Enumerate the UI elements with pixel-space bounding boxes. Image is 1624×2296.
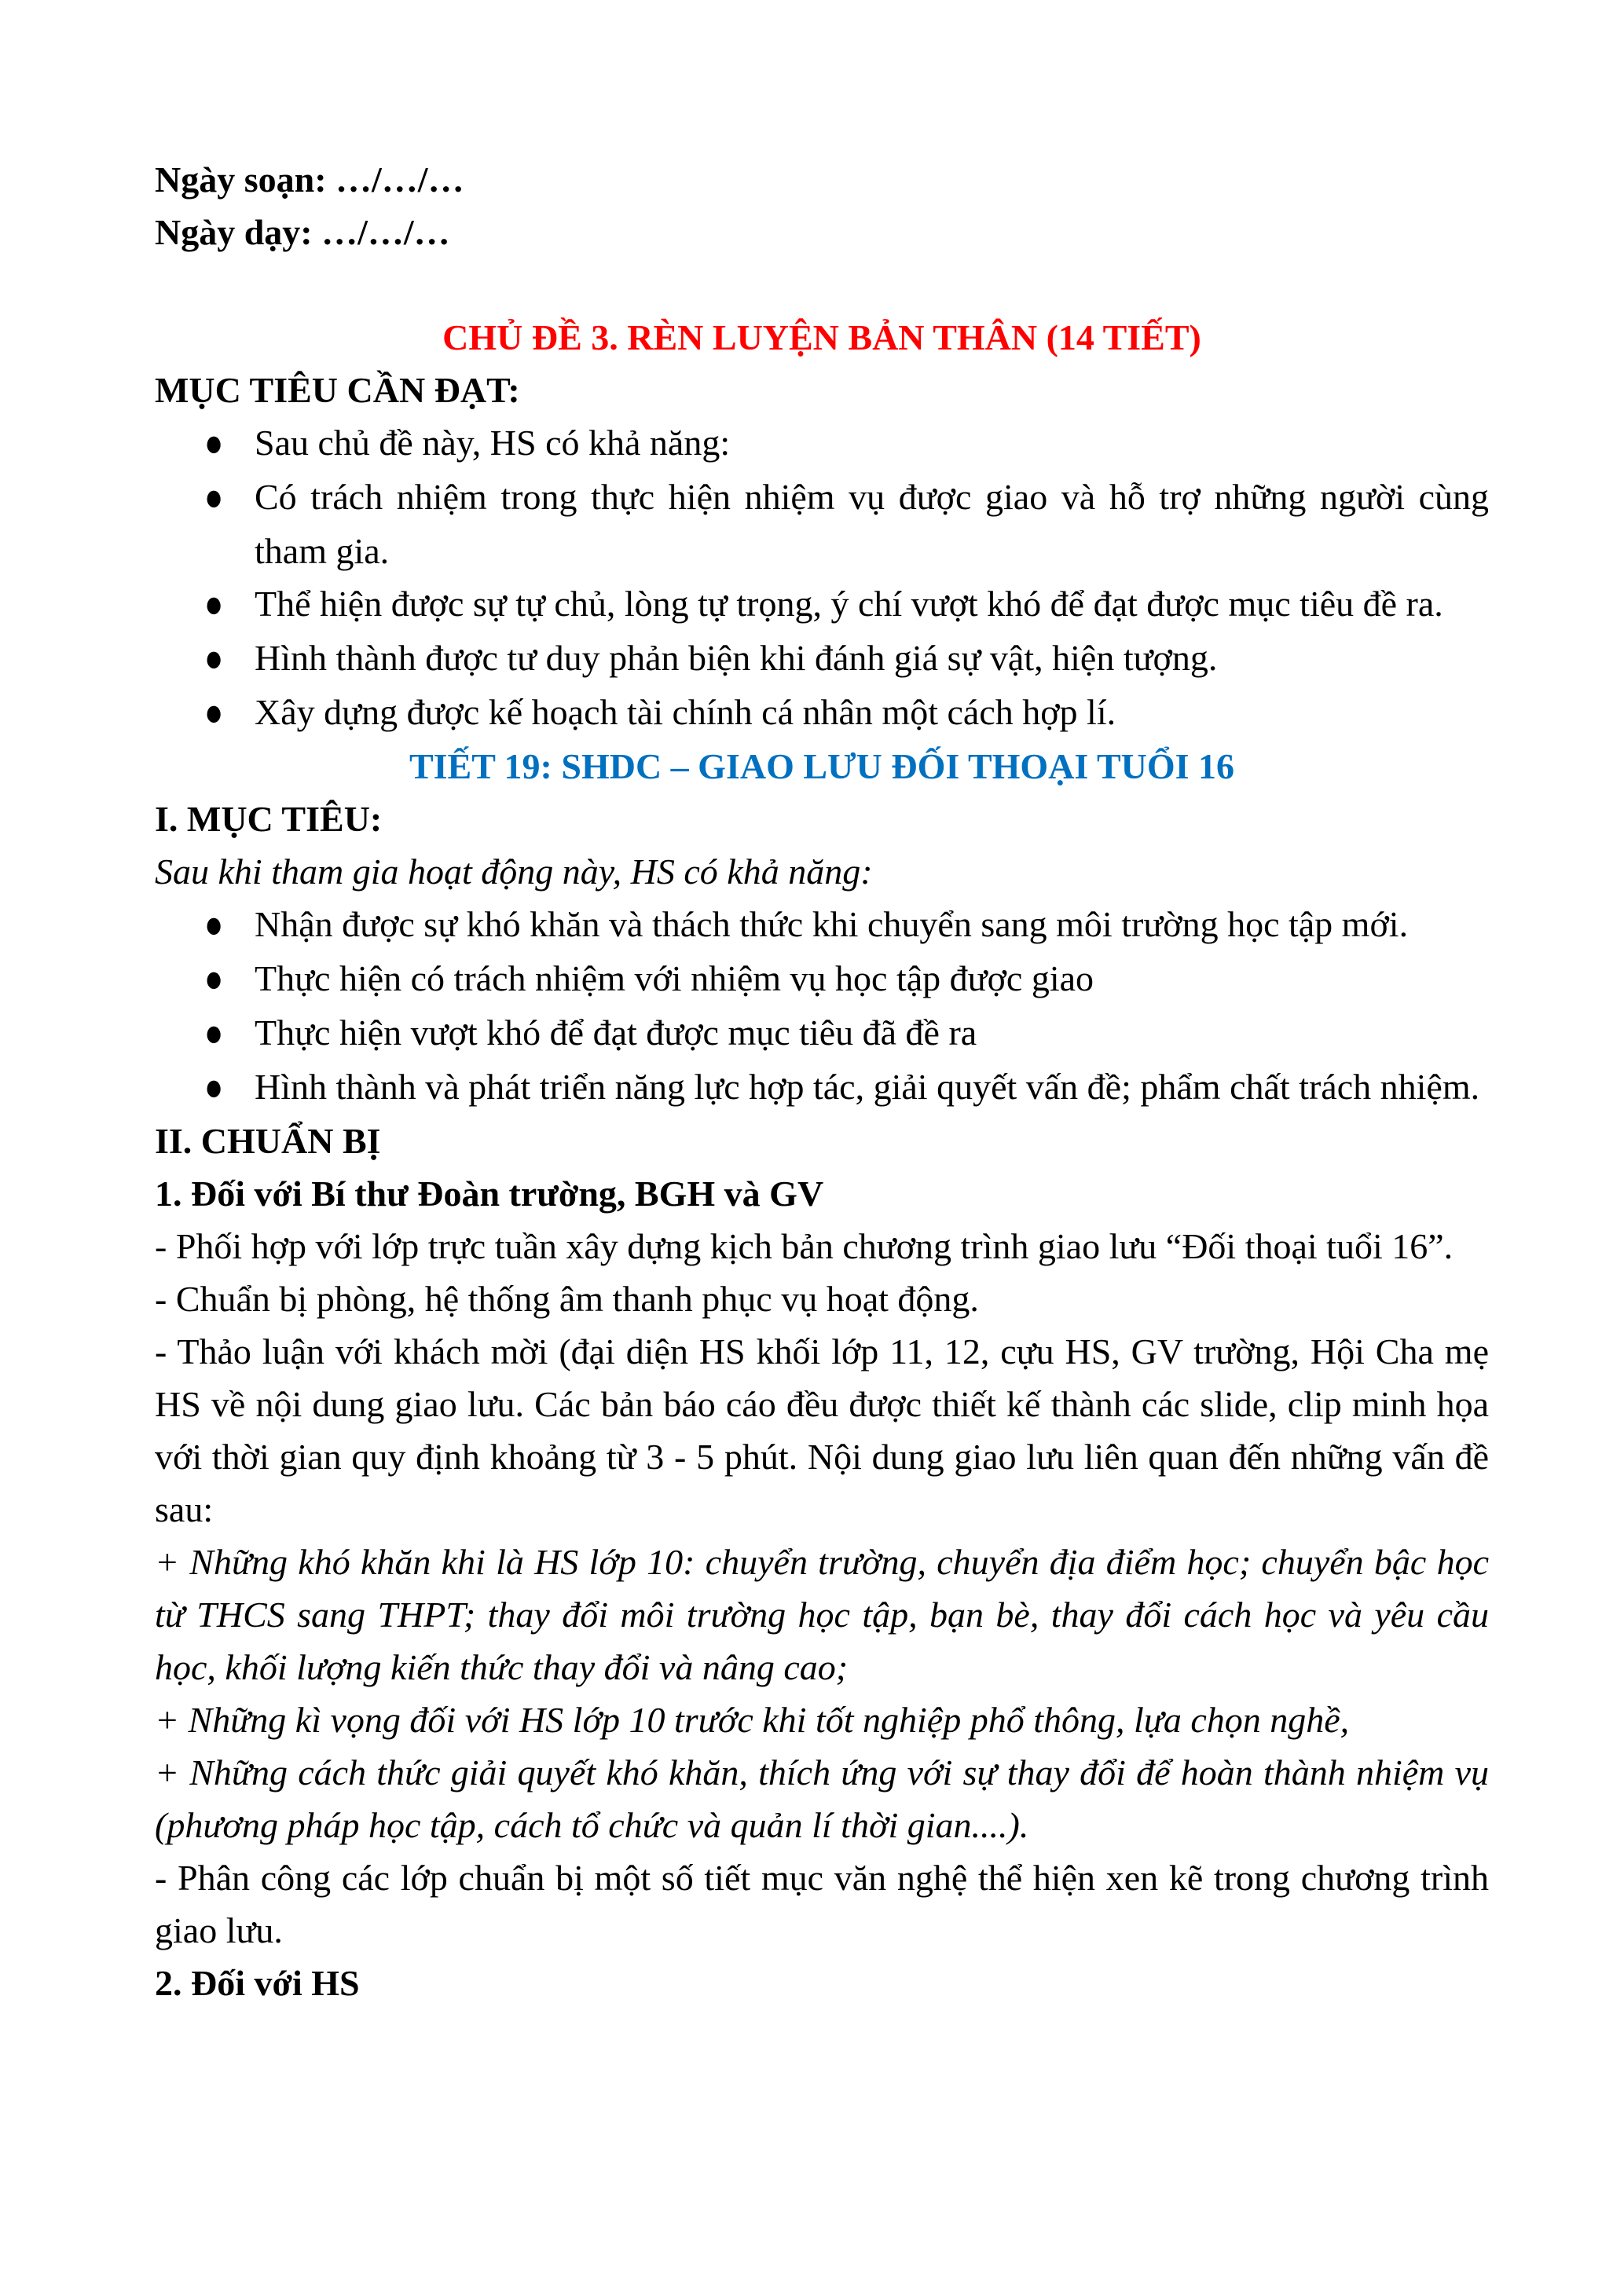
bullet-item — [155, 898, 1489, 952]
bullet-icon: ● — [204, 420, 224, 465]
bullet-text: Thể hiện được sự tự chủ, lòng tự trọng, ý chí vượt khó để đạt được mục tiêu đề ra. — [255, 584, 1443, 624]
sub2-heading: 2. Đối với HS — [155, 1963, 360, 2003]
paragraph: - Thảo luận với khách mời (đại diện HS khối lớp 11, 12, cựu HS, GV trường, Hội Cha mẹ HS về nội dung giao lưu. Các bản báo cáo đều được thiết kế thành các slide, clip minh họa với thời gian quy định khoảng từ 3 - 5 phút. Nội dung giao lưu liên quan đến những vấn đề sau: — [155, 1331, 1489, 1529]
bullet-icon: ● — [204, 902, 224, 947]
section2-heading: II. CHUẨN BỊ — [155, 1121, 381, 1161]
bullet-item — [155, 416, 1489, 471]
section1-heading: I. MỤC TIÊU: — [155, 799, 383, 839]
date-taught-line: Ngày dạy: …/…/… — [155, 212, 450, 252]
bullet-text: Có trách nhiệm trong thực hiện nhiệm vụ được giao và hỗ trợ những người cùng tham gia. — [255, 477, 1489, 571]
bullet-text: Xây dựng được kế hoạch tài chính cá nhân một cách hợp lí. — [255, 692, 1116, 732]
bullet-icon: ● — [204, 956, 224, 1001]
bullet-item — [155, 471, 1489, 577]
bullet-icon: ● — [204, 474, 224, 519]
bullet-icon: ● — [204, 690, 224, 734]
bullet-item — [155, 952, 1489, 1006]
section1-intro: Sau khi tham gia hoạt động này, HS có khả năng: — [155, 851, 873, 892]
paragraph: + Những kì vọng đối với HS lớp 10 trước khi tốt nghiệp phổ thông, lựa chọn nghề, — [155, 1700, 1350, 1740]
bullet-text: Hình thành và phát triển năng lực hợp tác, giải quyết vấn đề; phẩm chất trách nhiệm. — [255, 1067, 1480, 1107]
bullet-text: Sau chủ đề này, HS có khả năng: — [255, 423, 731, 463]
bullet-icon: ● — [204, 635, 224, 680]
bullet-icon: ● — [204, 1064, 224, 1109]
paragraph: - Phân công các lớp chuẩn bị một số tiết mục văn nghệ thể hiện xen kẽ trong chương trình giao lưu. — [155, 1858, 1489, 1950]
bullet-item — [155, 1006, 1489, 1060]
bullet-item — [155, 632, 1489, 686]
bullet-text: Hình thành được tư duy phản biện khi đánh giá sự vật, hiện tượng. — [255, 638, 1218, 678]
bullet-icon: ● — [204, 1010, 224, 1055]
bullet-item — [155, 686, 1489, 740]
paragraph: + Những cách thức giải quyết khó khăn, thích ứng với sự thay đổi để hoàn thành nhiệm vụ (phương pháp học tập, cách tổ chức và quản lí thời gian....). — [155, 1752, 1489, 1845]
bullet-text: Thực hiện vượt khó để đạt được mục tiêu đã đề ra — [255, 1013, 977, 1053]
goals-bullet-list — [155, 416, 1489, 740]
bullet-item — [155, 577, 1489, 632]
paragraph: - Phối hợp với lớp trực tuần xây dựng kịch bản chương trình giao lưu “Đối thoại tuổi 16”. — [155, 1226, 1454, 1266]
sub1-heading: 1. Đối với Bí thư Đoàn trường, BGH và GV — [155, 1174, 824, 1214]
paragraph: - Chuẩn bị phòng, hệ thống âm thanh phục vụ hoạt động. — [155, 1279, 979, 1319]
blank-line — [155, 258, 1489, 311]
goals-heading: MỤC TIÊU CẦN ĐẠT: — [155, 370, 520, 410]
bullet-text: Thực hiện có trách nhiệm với nhiệm vụ học tập được giao — [255, 958, 1094, 998]
section1-bullet-list — [155, 898, 1489, 1115]
bullet-item — [155, 1060, 1489, 1115]
date-composed-line: Ngày soạn: …/…/… — [155, 159, 464, 200]
bullet-text: Nhận được sự khó khăn và thách thức khi chuyển sang môi trường học tập mới. — [255, 904, 1409, 944]
bullet-icon: ● — [204, 581, 224, 626]
chapter-title: CHỦ ĐỀ 3. RÈN LUYỆN BẢN THÂN (14 TIẾT) — [442, 317, 1201, 357]
lesson-title: TIẾT 19: SHDC – GIAO LƯU ĐỐI THOẠI TUỔI 16 — [409, 746, 1235, 786]
paragraph: + Những khó khăn khi là HS lớp 10: chuyển trường, chuyển địa điểm học; chuyển bậc học từ THCS sang THPT; thay đổi môi trường học tập, bạn bè, thay đổi cách học và yêu cầu học, khối lượng kiến thức thay đổi và nâng cao; — [155, 1542, 1489, 1687]
